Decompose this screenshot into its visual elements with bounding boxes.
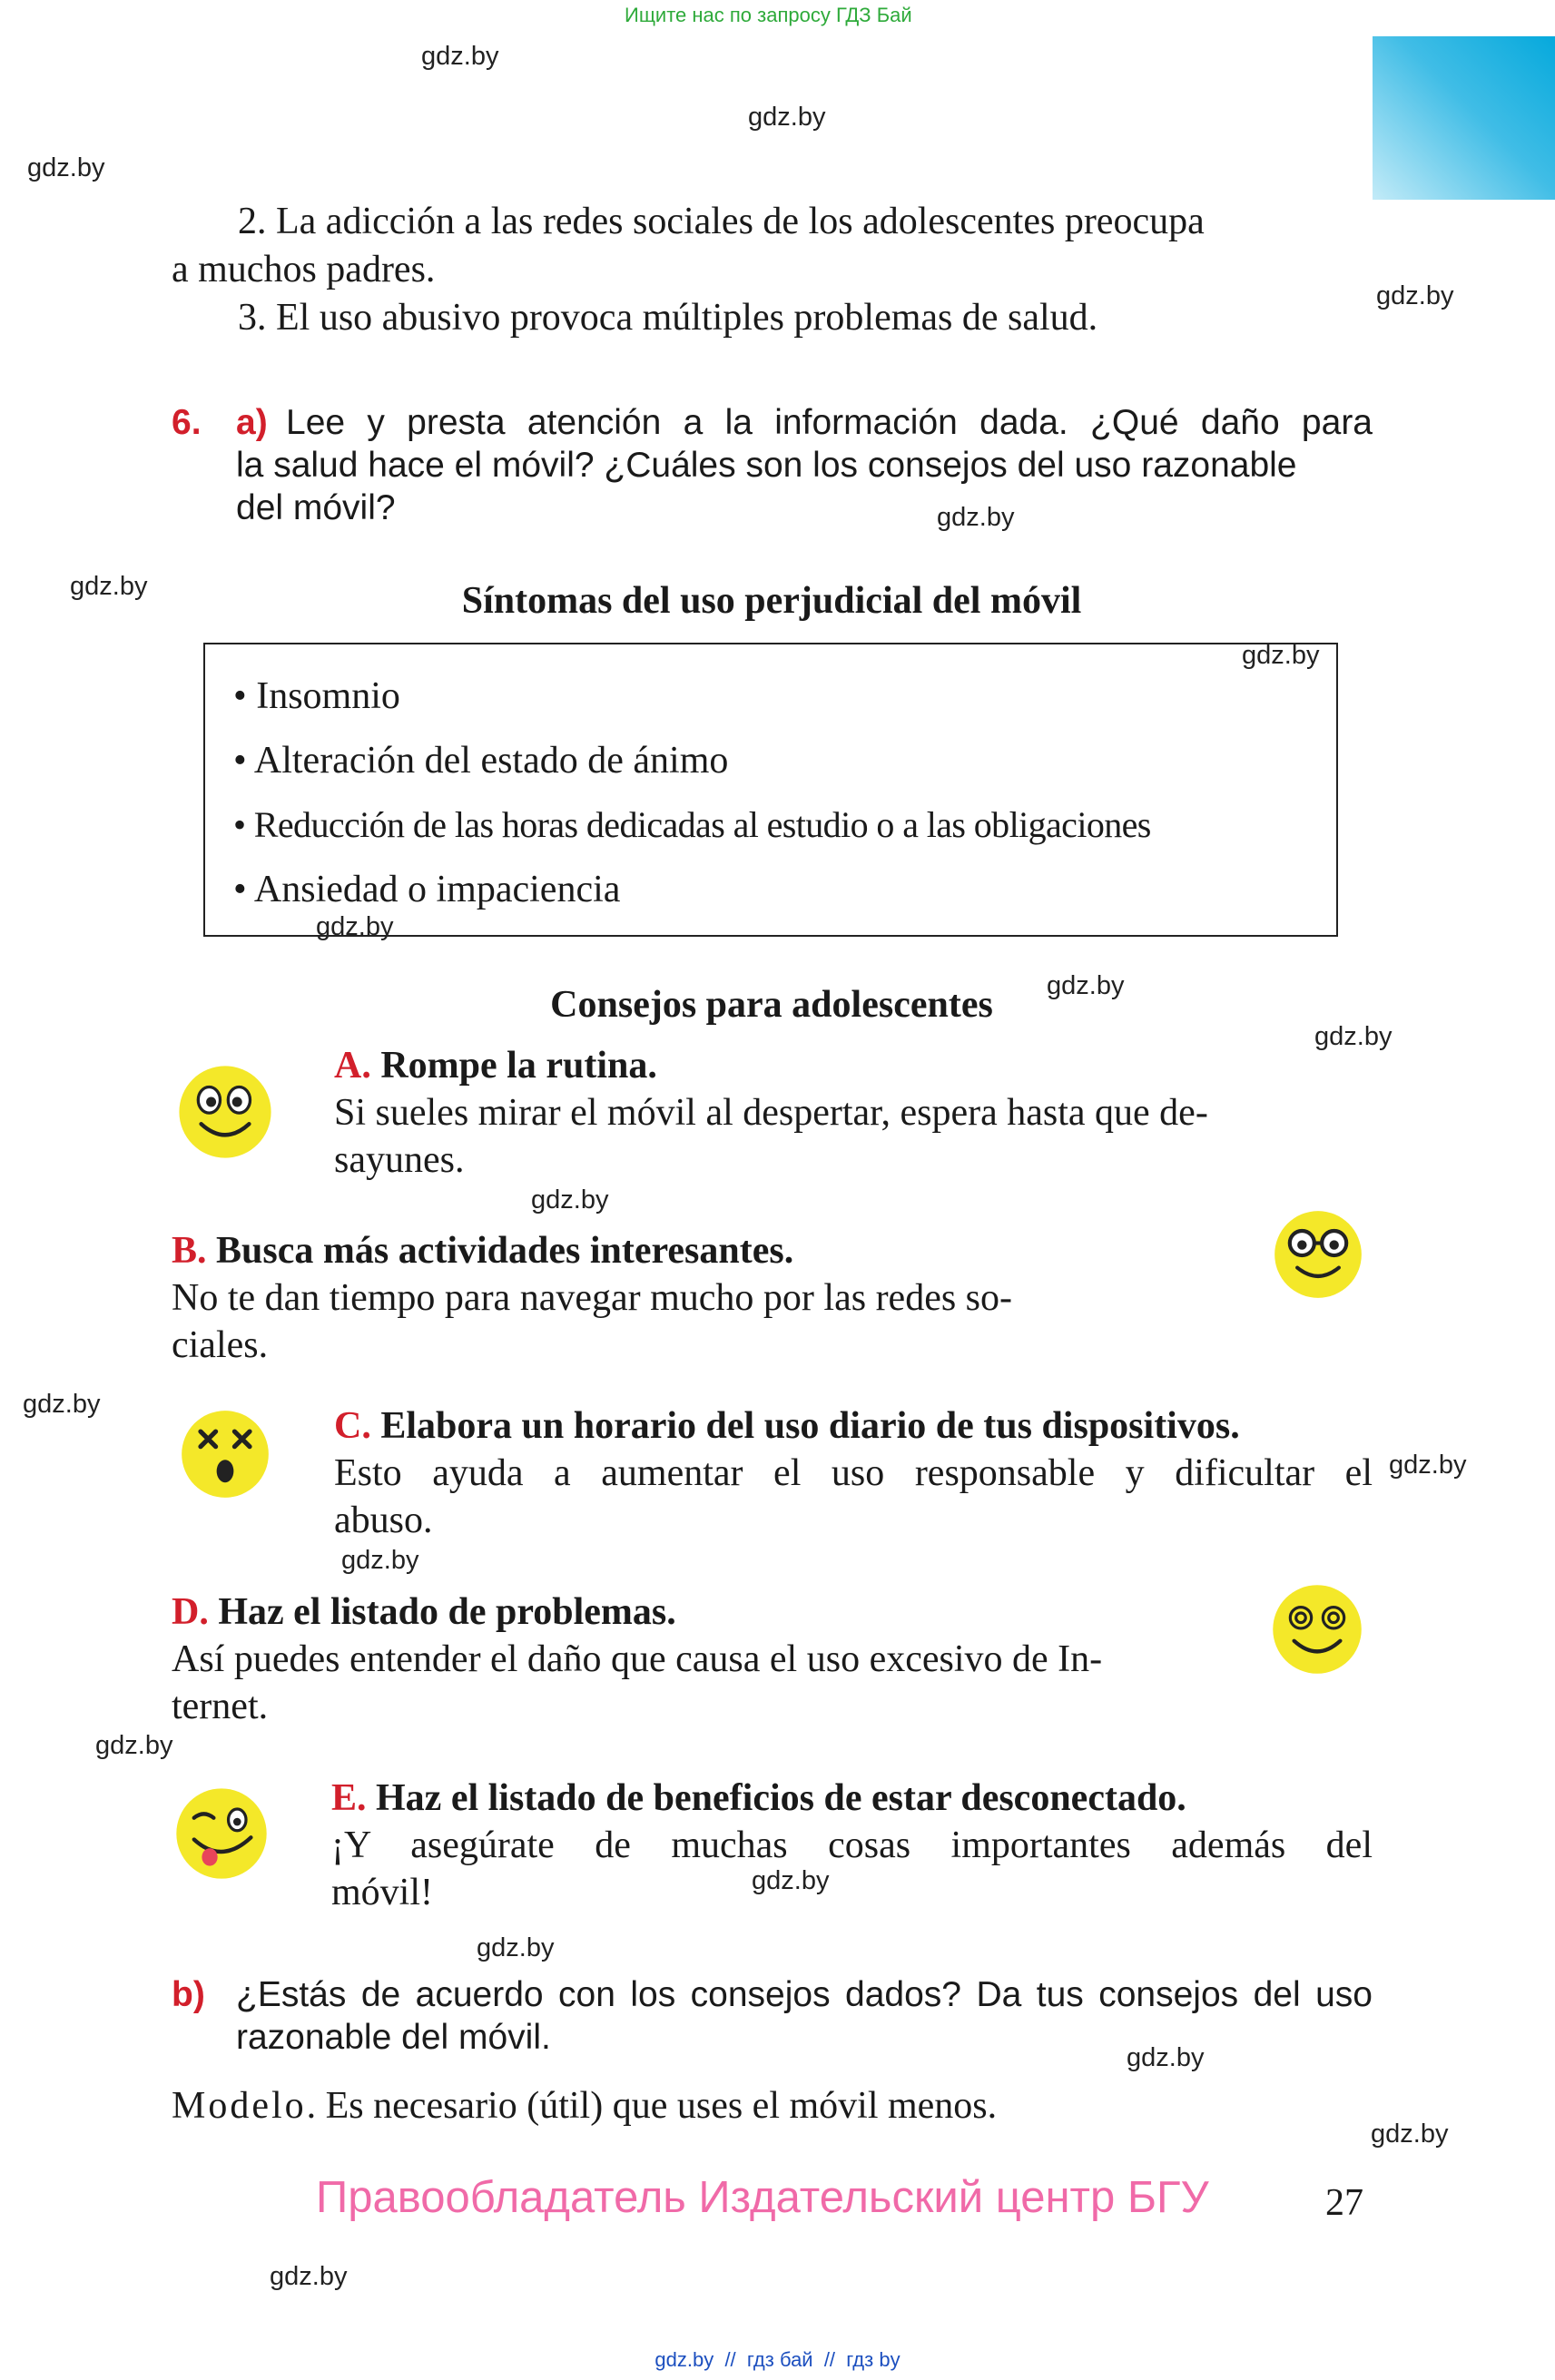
- tip-text: ternet.: [172, 1686, 269, 1727]
- instruction-line: razonable del móvil.: [236, 2018, 551, 2057]
- tip-text: ¡Y asegúrate de muchas cosas importantes además del: [331, 1824, 1373, 1866]
- tip-letter: E.: [331, 1777, 367, 1819]
- part-b-label: b): [172, 1975, 205, 2014]
- tip-text: ciales.: [172, 1324, 269, 1366]
- instruction-line: ¿Estás de acuerdo con los consejos dados? Da tus consejos del uso: [236, 1975, 1373, 2014]
- tip-a-heading: [334, 1042, 657, 1090]
- watermark: gdz.by: [23, 1390, 101, 1419]
- tip-title: Busca más actividades interesantes.: [216, 1230, 794, 1272]
- watermark: gdz.by: [95, 1731, 173, 1760]
- watermark: gdz.by: [1127, 2043, 1205, 2072]
- watermark: gdz.by: [937, 503, 1015, 532]
- smiley-glasses-icon: [1271, 1207, 1365, 1302]
- tip-d-heading: [172, 1588, 676, 1637]
- tip-text: sayunes.: [334, 1139, 465, 1181]
- symptoms-title: Síntomas del uso perjudicial del móvil: [461, 580, 1082, 622]
- model-text: . Es necesario (útil) que uses el móvil menos.: [306, 2085, 998, 2127]
- watermark: gdz.by: [477, 1933, 555, 1962]
- watermark: gdz.by: [1242, 641, 1320, 670]
- watermark: gdz.by: [341, 1546, 419, 1575]
- watermark: gdz.by: [1314, 1022, 1393, 1051]
- symptom-item: • Alteración del estado de ánimo: [233, 740, 729, 782]
- smiley-spiral-eyes-icon: [1269, 1581, 1365, 1677]
- watermark: gdz.by: [752, 1866, 830, 1895]
- part-a-label: a): [236, 403, 268, 442]
- tip-text: abuso.: [334, 1500, 433, 1541]
- model-sentence: [172, 2082, 997, 2130]
- watermark: gdz.by: [1389, 1451, 1467, 1480]
- advice-title: Consejos para adolescentes: [550, 984, 993, 1026]
- instruction-line: la salud hace el móvil? ¿Cuáles son los consejos del uso razonable: [236, 446, 1297, 485]
- watermark: gdz.by: [1376, 281, 1454, 310]
- bottom-links[interactable]: gdz.by // гдз бай // гдз by: [654, 2348, 901, 2371]
- tip-letter: B.: [172, 1230, 207, 1272]
- watermark: gdz.by: [316, 912, 394, 941]
- intro-line: a muchos padres.: [172, 249, 436, 290]
- watermark: gdz.by: [1047, 971, 1125, 1000]
- tip-c-heading: [334, 1402, 1240, 1451]
- page-number: 27: [1325, 2182, 1363, 2224]
- copyright-notice: Правообладатель Издательский центр БГУ: [316, 2173, 1209, 2222]
- model-label: Modelo: [172, 2085, 307, 2127]
- tip-text: Así puedes entender el daño que causa el uso excesivo de In-: [172, 1638, 1103, 1680]
- smiley-wide-eyes-icon: [175, 1062, 275, 1162]
- tip-title: Haz el listado de beneficios de estar desconectado.: [376, 1777, 1186, 1819]
- tip-text: móvil!: [331, 1872, 433, 1913]
- watermark: gdz.by: [748, 103, 826, 132]
- tip-b-heading: [172, 1227, 793, 1275]
- intro-line: 3. El uso abusivo provoca múltiples problemas de salud.: [238, 297, 1098, 339]
- watermark: gdz.by: [1371, 2119, 1449, 2149]
- symptom-item: • Reducción de las horas dedicadas al estudio o a las obligaciones: [233, 804, 1151, 845]
- symptom-item: • Ansiedad o impaciencia: [233, 869, 621, 910]
- tip-e-heading: [331, 1775, 1186, 1823]
- symptom-item: • Insomnio: [233, 675, 400, 717]
- tip-letter: C.: [334, 1405, 371, 1447]
- tip-title: Haz el listado de problemas.: [218, 1591, 676, 1633]
- corner-decoration: [1373, 36, 1555, 200]
- top-search-link[interactable]: Ищите нас по запросу ГДЗ Бай: [625, 4, 912, 26]
- watermark: gdz.by: [27, 153, 105, 182]
- tip-letter: A.: [334, 1045, 371, 1087]
- smiley-dizzy-icon: [178, 1407, 272, 1501]
- tip-title: Elabora un horario del uso diario de tus dispositivos.: [380, 1405, 1240, 1447]
- tip-title: Rompe la rutina.: [380, 1045, 657, 1087]
- intro-line: 2. La adicción a las redes sociales de los adolescentes preocupa: [238, 201, 1205, 242]
- watermark: gdz.by: [531, 1185, 609, 1215]
- watermark: gdz.by: [270, 2262, 348, 2291]
- tip-text: Esto ayuda a aumentar el uso responsable y dificultar el: [334, 1452, 1373, 1494]
- exercise-number: 6.: [172, 403, 202, 442]
- instruction-line: del móvil?: [236, 488, 396, 527]
- watermark: gdz.by: [421, 42, 499, 71]
- smiley-wink-tongue-icon: [172, 1785, 271, 1883]
- instruction-line: Lee y presta atención a la información dada. ¿Qué daño para: [286, 403, 1373, 442]
- tip-text: Si sueles mirar el móvil al despertar, espera hasta que de-: [334, 1092, 1208, 1134]
- watermark: gdz.by: [70, 572, 148, 601]
- tip-text: No te dan tiempo para navegar mucho por las redes so-: [172, 1277, 1013, 1319]
- tip-letter: D.: [172, 1591, 209, 1633]
